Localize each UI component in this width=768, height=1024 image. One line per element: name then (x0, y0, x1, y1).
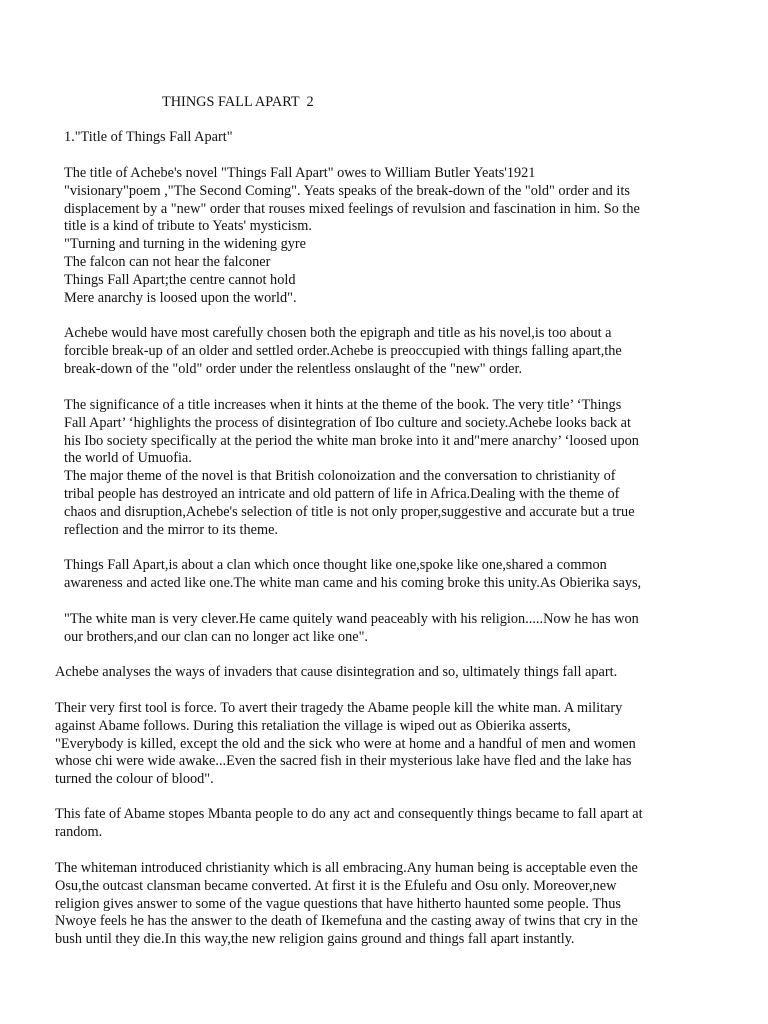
paragraph-line: break-down of the "old" order under the relentless onslaught of the "new" order. (64, 360, 523, 377)
paragraph-line: Things Fall Apart,is about a clan which once thought like one,spoke like one,shared a common (64, 557, 607, 573)
paragraph-line: "Everybody is killed, except the old and the sick who were at home and a handful of men and women (55, 735, 636, 752)
paragraph-line: Their very first tool is force. To avert their tragedy the Abame people kill the white man. A military (55, 700, 623, 716)
paragraph-significance (64, 397, 684, 539)
paragraph-line: "The white man is very clever.He came quitely wand peaceably with his religion.....Now he has won (64, 611, 639, 627)
paragraph-christianity (55, 860, 687, 949)
paragraph-line: forcible break-up of an older and settled order.Achebe is preoccupied with things falling apart,the (64, 342, 622, 359)
paragraph-line: our brothers,and our clan can no longer act like one". (64, 628, 368, 645)
paragraph-line: against Abame follows. During this retaliation the village is wiped out as Obierika asserts, (55, 717, 571, 734)
paragraph-line: title is a kind of tribute to Yeats' mysticism. (64, 218, 312, 235)
paragraph-line: displacement by a "new" order that rouses mixed feelings of revulsion and fascination in him. So the (64, 200, 640, 217)
paragraph-title-origin (64, 165, 684, 307)
paragraph-line: his Ibo society specifically at the period the white man broke into it and"mere anarchy’ ‘loosed upon (64, 432, 639, 449)
paragraph-clan (64, 557, 684, 593)
paragraph-line: whose chi were wide awake...Even the sacred fish in their mysterious lake have fled and the lake has (55, 753, 632, 770)
paragraph-line: religion gives answer to some of the vague questions that have hitherto haunted some people. Thus (55, 895, 621, 912)
paragraph-line: tribal people has destroyed an intricate and old pattern of life in Africa.Dealing with the theme of (64, 485, 620, 502)
paragraph-line: Achebe analyses the ways of invaders that cause disintegration and so, ultimately things fall apart. (55, 664, 618, 680)
paragraph-epigraph (64, 325, 684, 378)
poem-line: Mere anarchy is loosed upon the world". (64, 289, 297, 306)
paragraph-line: The major theme of the novel is that British colonoization and the conversation to christianity of (64, 468, 616, 485)
section-heading (64, 129, 684, 147)
paragraph-quote (64, 611, 684, 647)
paragraph-line: The significance of a title increases when it hints at the theme of the book. The very title’ ‘Things (64, 397, 622, 413)
poem-line: "Turning and turning in the widening gyre (64, 236, 306, 253)
poem-line: The falcon can not hear the falconer (64, 253, 271, 270)
paragraph-line: The whiteman introduced christianity which is all embracing.Any human being is acceptable even the (55, 860, 638, 876)
paragraph-line: turned the colour of blood". (55, 771, 214, 788)
heading-line: 1."Title of Things Fall Apart" (64, 129, 233, 145)
paragraph-line: The title of Achebe's novel "Things Fall Apart" owes to William Butler Yeats'1921 (64, 165, 536, 181)
paragraph-line: Nwoye feels he has the answer to the death of Ikemefuna and the casting away of twins that cry in the (55, 913, 638, 930)
paragraph-line: chaos and disruption,Achebe's selection of title is not only proper,suggestive and accurate but a true (64, 503, 635, 520)
paragraph-line: This fate of Abame stopes Mbanta people to do any act and consequently things became to fall apart at (55, 806, 643, 822)
paragraph-line: awareness and acted like one.The white man came and his coming broke this unity.As Obierika says, (64, 574, 642, 591)
poem-line: Things Fall Apart;the centre cannot hold (64, 271, 296, 288)
paragraph-force (55, 700, 687, 789)
paragraph-line: random. (55, 823, 103, 840)
paragraph-abame (55, 806, 687, 842)
paragraph-line: "visionary"poem ,"The Second Coming". Yeats speaks of the break-down of the "old" order and its (64, 182, 630, 199)
paragraph-invaders (55, 664, 687, 682)
document-title: THINGS FALL APART 2 (162, 94, 314, 110)
paragraph-line: reflection and the mirror to its theme. (64, 521, 278, 538)
paragraph-line: Osu,the outcast clansman became converted. At first it is the Efulefu and Osu only. Moreover,new (55, 877, 617, 894)
paragraph-line: the world of Umuofia. (64, 450, 192, 467)
paragraph-line: Fall Apart’ ‘highlights the process of disintegration of Ibo culture and society.Achebe looks back at (64, 414, 631, 431)
paragraph-line: bush until they die.In this way,the new religion gains ground and things fall apart instantly. (55, 931, 575, 948)
paragraph-line: Achebe would have most carefully chosen both the epigraph and title as his novel,is too about a (64, 325, 612, 341)
